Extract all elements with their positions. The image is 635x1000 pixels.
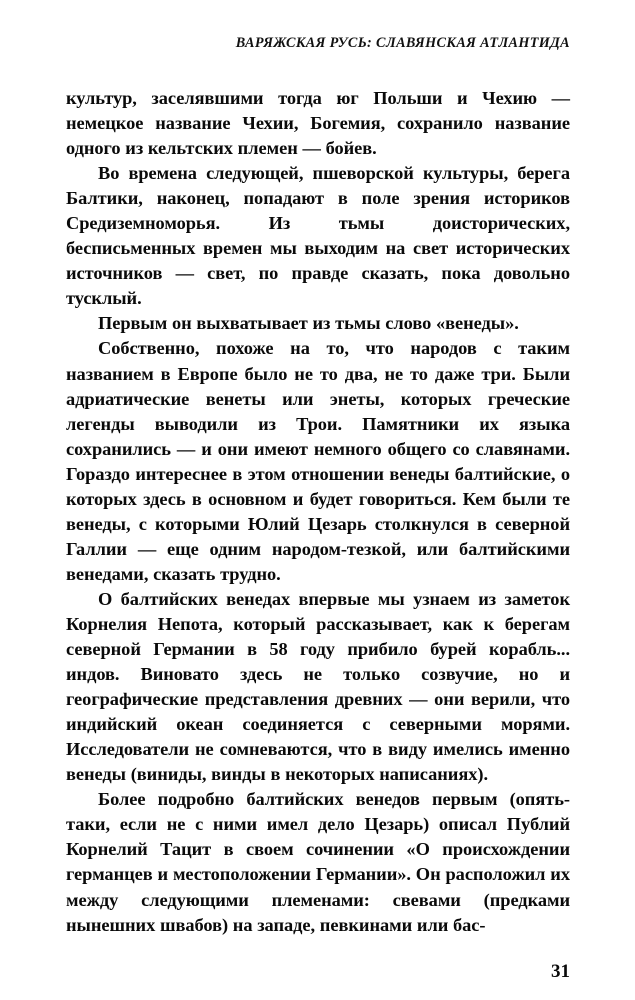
running-head: ВАРЯЖСКАЯ РУСЬ: СЛАВЯНСКАЯ АТЛАНТИДА xyxy=(235,35,570,51)
paragraph-pshevorsk-culture: Во времена следующей, пшеворской культуры, берега Балтики, наконец, попадают в поле зрения историков Средиземноморья. Из тьмы доисторических, бесписьменных времен мы выходим на свет исторических источников — свет, по правде сказать, пока довольно тусклый. xyxy=(66,163,570,309)
paragraph-tacitus: Более подробно балтийских венедов первым (опять-таки, если не с ними имел дело Цезарь) описал Публий Корнелий Тацит в своем сочинении «О происхождении германцев и местоположении Германии». Он расположил их между следующими племенами: свевами (предками нынешних швабов) на западе, певкинами или бас- xyxy=(66,789,570,935)
paragraph-continuation: культур, заселявшими тогда юг Польши и Чехию — немецкое название Чехии, Богемия, сохранило название одного из кельтских племен — бойев. xyxy=(66,88,570,159)
page-number: 31 xyxy=(551,961,570,982)
paragraph-three-peoples: Собственно, похоже на то, что народов с таким названием в Европе было не то два, не то даже три. Были адриатические венеты или энеты, которых греческие легенды выводили из Трои. Памятники их языка сохранились — и они имеют немного общего со славянами. Гораздо интереснее в этом отношении венеды балтийские, о которых здесь в основном и будет говориться. Кем были те венеды, с которыми Юлий Цезарь столкнулся в северной Галлии — еще одним народом-тезкой, или балтийскими венедами, сказать трудно. xyxy=(66,338,570,584)
body-text-block xyxy=(66,86,570,938)
paragraph-venedy-first-word: Первым он выхватывает из тьмы слово «венеды». xyxy=(98,313,519,334)
paragraph-cornelius-nepos: О балтийских венедах впервые мы узнаем из заметок Корнелия Непота, который рассказывает, как к берегам северной Германии в 58 году прибило бурей корабль... индов. Виновато здесь не только созвучие, но и географические представления древних — они верили, что индийский океан соединяется с северными морями. Исследователи не сомневаются, что в виду имелись именно венеды (виниды, винды в некоторых написаниях). xyxy=(66,588,570,785)
